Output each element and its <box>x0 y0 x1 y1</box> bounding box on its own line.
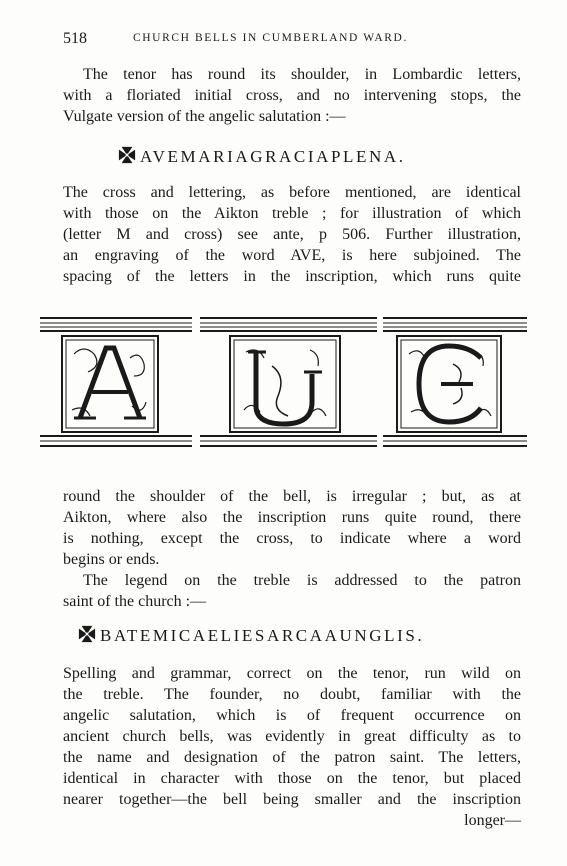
text-line: saint of the church :— <box>63 593 207 610</box>
paragraph-spelling-grammar <box>63 663 521 831</box>
text-line: with those on the Aikton treble ; for illustration of which <box>63 205 521 222</box>
text-line: The cross and lettering, as before mentioned, are identical <box>63 184 521 201</box>
text-line: The tenor has round its shoulder, in Lombardic letters, <box>83 66 521 83</box>
text-line: an engraving of the word AVE, is here subjoined. The <box>63 247 521 264</box>
text-line: nearer together—the bell being smaller and the inscription <box>63 791 521 808</box>
paragraph-irregular-spacing <box>63 486 521 570</box>
inscription-text: AVEMARIAGRACIAPLENA. <box>140 147 406 166</box>
text-line: longer— <box>464 812 521 829</box>
text-line: The legend on the treble is addressed to the patron <box>83 572 521 589</box>
text-line: (letter M and cross) see ante, p 506. Further illustration, <box>63 226 521 243</box>
text-line: Spelling and grammar, correct on the tenor, run wild on <box>63 665 521 682</box>
engraved-letter-v-icon <box>200 314 377 454</box>
inscription-tenor <box>118 146 406 167</box>
page-header <box>63 30 523 50</box>
engraving-panel-v <box>200 314 377 454</box>
cross-patee-icon <box>118 146 136 164</box>
paragraph-cross-lettering <box>63 182 521 287</box>
inscription-treble <box>78 625 424 646</box>
text-line: the treble. The founder, no doubt, familiar with the <box>63 686 521 703</box>
engraving-panel-e <box>383 314 527 454</box>
text-line: identical in character with those on the tenor, but placed <box>63 770 521 787</box>
text-line: the name and designation of the patron saint. The letters, <box>63 749 521 766</box>
text-line: ancient church bells, was evidently in great difficulty as to <box>63 728 521 745</box>
inscription-text: BATEMICAELIESARCAAUNGLIS. <box>100 626 425 645</box>
text-line: with a floriated initial cross, and no intervening stops, the <box>63 87 521 104</box>
text-line: angelic salutation, which is of frequent occurrence on <box>63 707 521 724</box>
engraved-letter-e-icon <box>383 314 527 454</box>
text-line: spacing of the letters in the inscription, which runs quite <box>63 268 521 285</box>
text-line: is nothing, except the cross, to indicate where a word <box>63 530 521 547</box>
cross-patee-icon <box>78 625 96 643</box>
paragraph-tenor <box>63 64 521 127</box>
text-line: Aikton, where also the inscription runs quite round, there <box>63 509 521 526</box>
engraved-letter-a-icon <box>40 314 192 454</box>
page-number: 518 <box>63 30 87 47</box>
paragraph-treble-legend <box>63 570 521 612</box>
text-line: Vulgate version of the angelic salutation :— <box>63 108 346 125</box>
engraving-panel-a <box>40 314 192 454</box>
running-head: CHURCH BELLS IN CUMBERLAND WARD. <box>133 32 408 44</box>
text-line: begins or ends. <box>63 551 160 568</box>
text-line: round the shoulder of the bell, is irregular ; but, as at <box>63 488 521 505</box>
